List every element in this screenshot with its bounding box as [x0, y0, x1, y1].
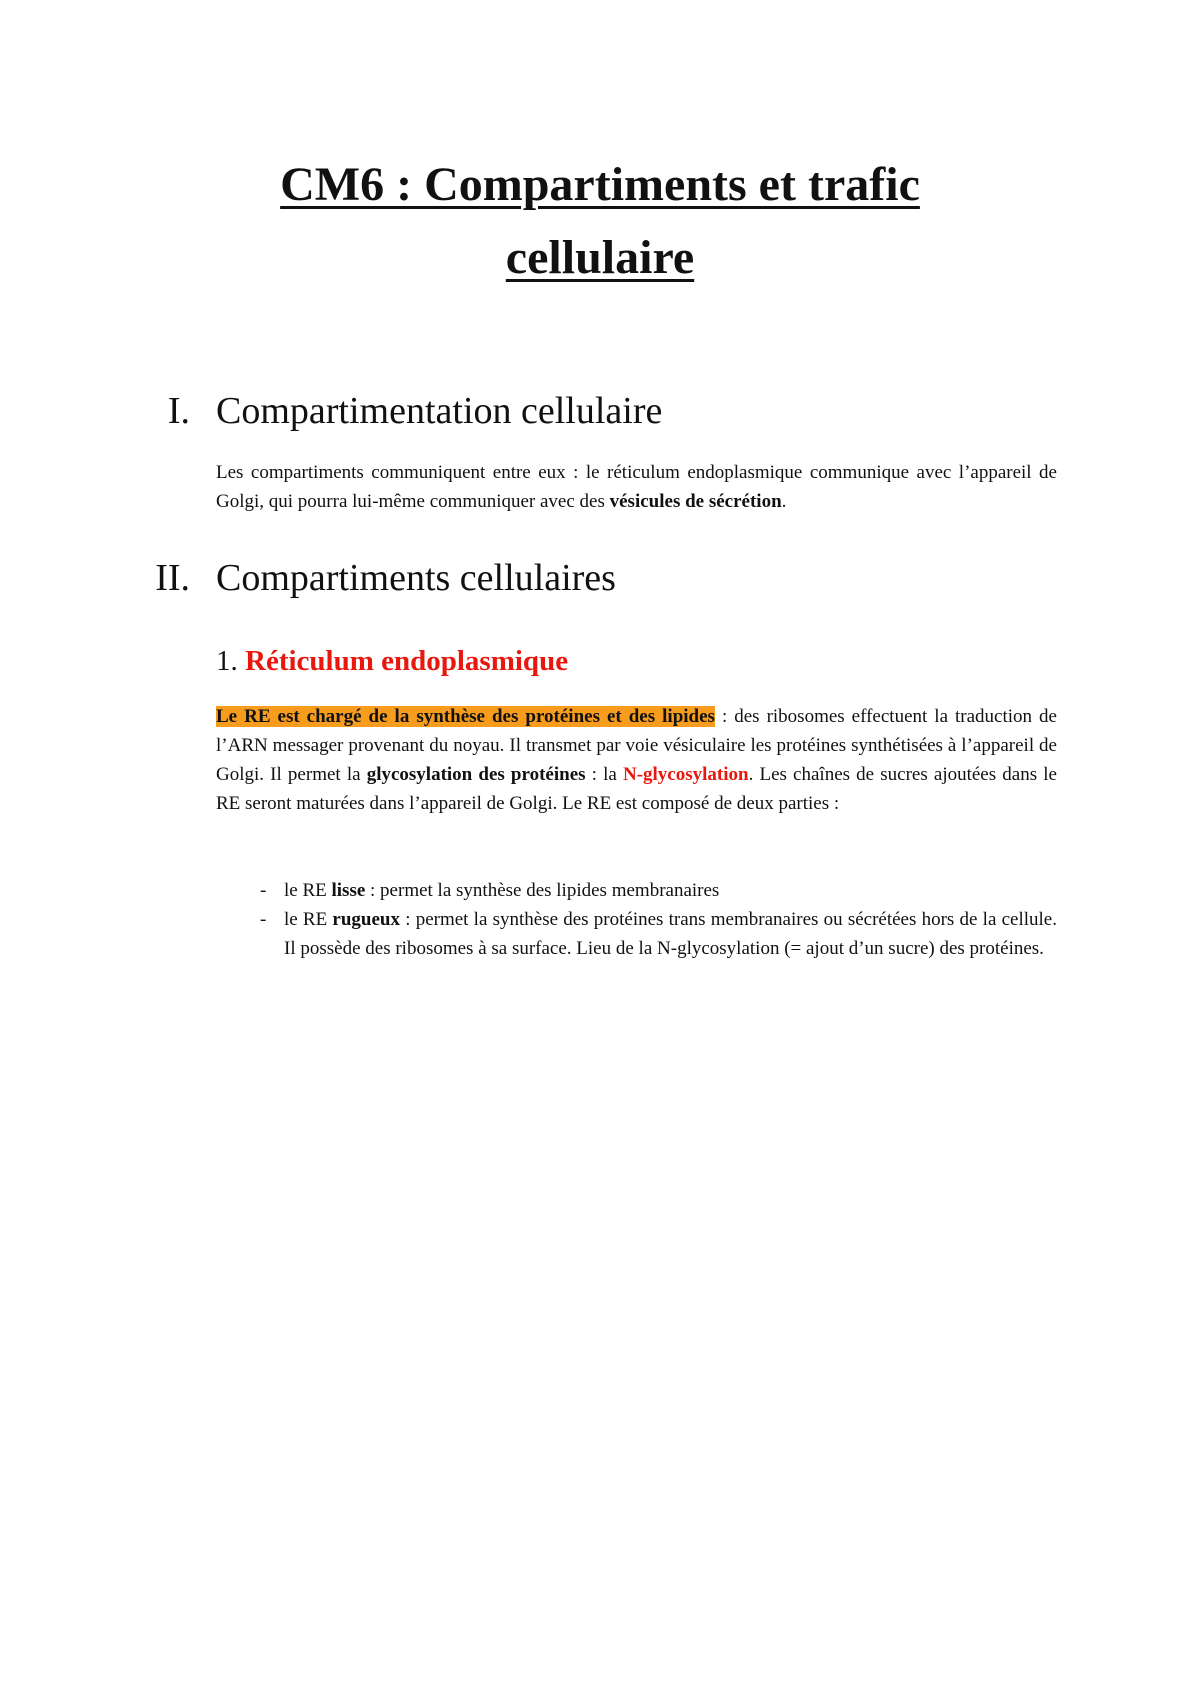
list-item-post: : permet la synthèse des lipides membranaires — [365, 880, 720, 901]
subsection-1-title: Réticulum endoplasmique — [245, 645, 569, 677]
list-item-re-rugueux — [260, 905, 1057, 963]
subsection-1-paragraph — [216, 702, 1057, 818]
section-1-end: . — [781, 491, 787, 512]
page-title-line-2: cellulaire — [505, 231, 695, 284]
page-title-line-1: CM6 : Compartiments et trafic — [280, 158, 920, 211]
subsection-1-heading — [216, 643, 568, 679]
bold-term-glycosylation: glycosylation des protéines — [366, 764, 586, 785]
section-1-text: Les compartiments communiquent entre eux : le réticulum endoplasmique communique avec l’appareil de Golgi, qui pourra lui-même communiquer avec des — [216, 462, 1057, 512]
paragraph-text-2: : la — [585, 764, 623, 785]
list-item-bold: rugueux — [332, 909, 400, 930]
section-2-heading — [155, 556, 616, 600]
paragraph-text-3: . Les chaînes de sucres ajoutées dans le RE seront maturées dans l’appareil de Golgi. Le RE est composé de deux parties : — [216, 764, 1057, 814]
highlighted-sentence: Le RE est chargé de la synthèse des protéines et des lipides — [216, 706, 715, 727]
bullet-dash: - — [260, 880, 267, 901]
list-item-re-lisse — [260, 876, 1057, 905]
section-1-heading — [167, 389, 663, 433]
section-1-number: I. — [167, 390, 190, 432]
paragraph-text-1: : des ribosomes effectuent la traduction de l’ARN messager provenant du noyau. Il transmet par voie vésiculaire les protéines synthétisées à l’appareil de Golgi. Il permet la — [216, 706, 1057, 785]
list-item-bold: lisse — [331, 880, 366, 901]
re-parts-list — [260, 876, 1057, 963]
section-2-number: II. — [155, 557, 190, 599]
subsection-1-number: 1. — [216, 645, 238, 677]
section-2-title: Compartiments cellulaires — [216, 557, 616, 599]
list-item-pre: le RE — [284, 909, 333, 930]
bullet-dash: - — [260, 909, 267, 930]
page-title — [180, 148, 1020, 294]
list-item-post: : permet la synthèse des protéines trans membranaires ou sécrétées hors de la cellule. Il possède des ribosomes à sa surface. Lieu de la N-glycosylation (= ajout d’un sucre) des protéines. — [284, 909, 1057, 959]
red-term-n-glycosylation: N-glycosylation — [622, 764, 749, 785]
list-item-pre: le RE — [284, 880, 332, 901]
section-1-bold-term: vésicules de sécrétion — [609, 491, 782, 512]
section-1-title: Compartimentation cellulaire — [216, 390, 663, 432]
section-1-paragraph — [216, 458, 1057, 516]
